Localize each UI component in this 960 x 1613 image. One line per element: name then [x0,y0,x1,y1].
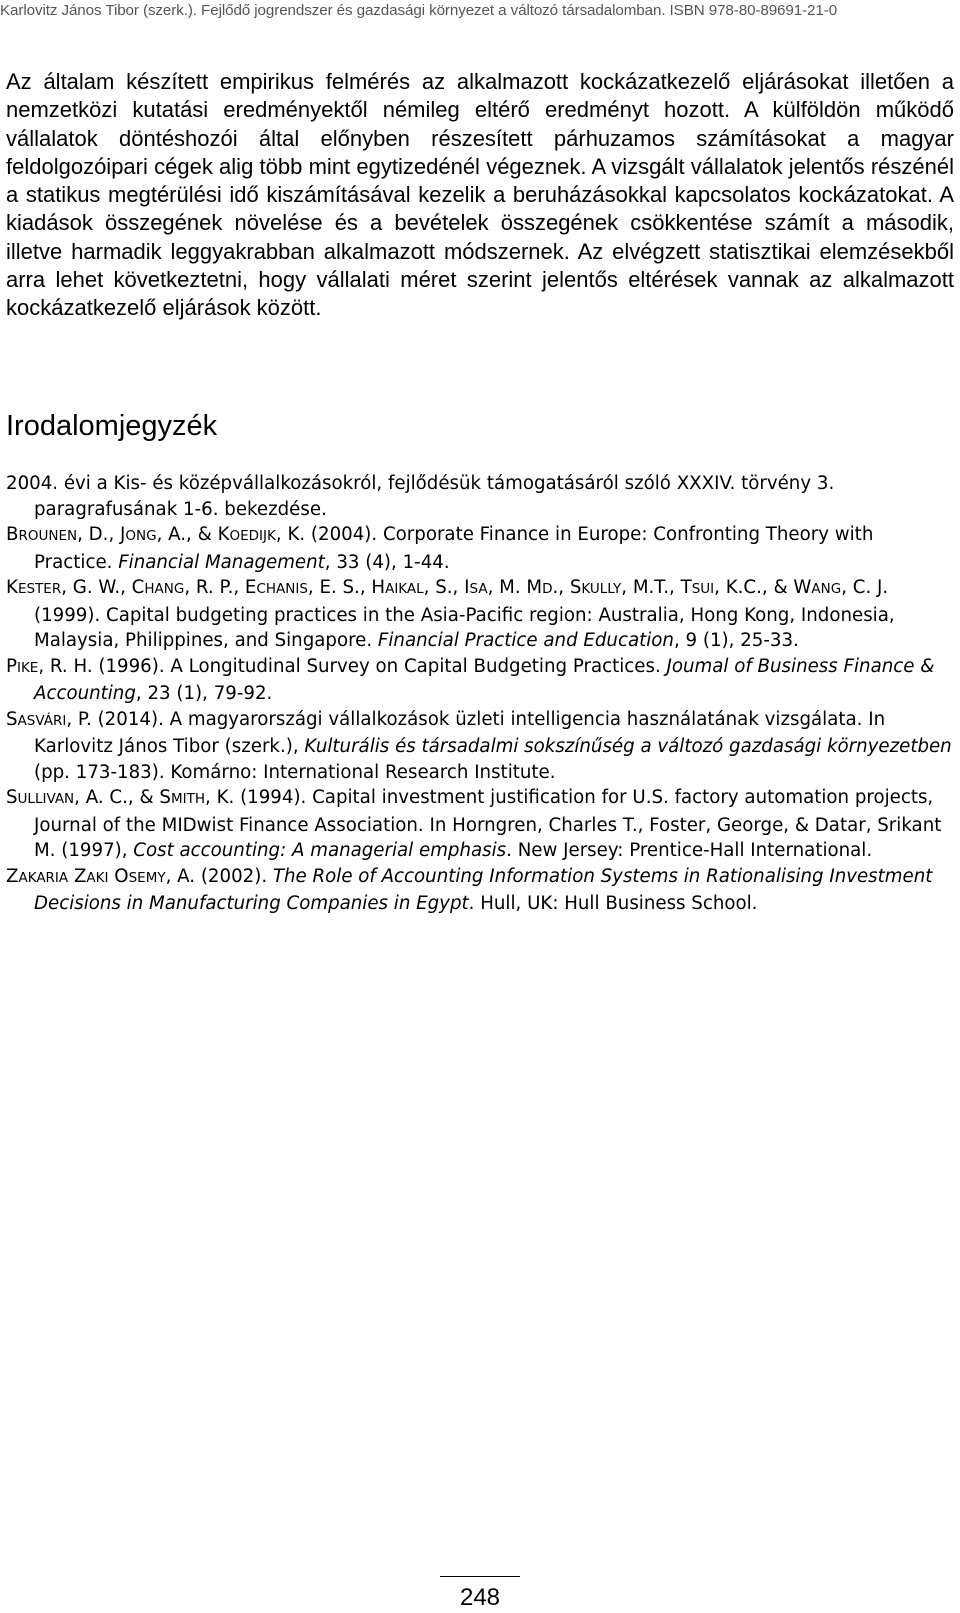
book-title: Cost accounting: A managerial emphasis [133,840,507,861]
author-initial: Z [68,865,87,887]
reference-text: , 9 (1), 25-33. [673,630,799,651]
reference-text: , 23 (1), 79-92. [135,683,273,704]
reference-text: . New Jersey: Prentice-Hall International. [506,840,873,861]
author-smallcaps: ROUNEN [18,528,78,544]
running-header-text: Karlovitz János Tibor (szerk.). Fejlődő jogrendszer és gazdasági környezet a változó társadalomban. ISBN 978-80-89691-21-0 [0,2,838,19]
reference-item [6,654,954,707]
page-number: 248 [459,1584,501,1611]
reference-item [6,575,954,654]
author-smallcaps: ULLIVAN [17,791,75,807]
author-smallcaps: ANG [811,581,842,597]
author-smallcaps: D [542,581,553,597]
author-initial: S [6,787,18,808]
reference-item [6,785,954,864]
author-smallcaps: MITH [170,791,206,807]
reference-item [6,707,954,786]
author-initial: S [6,708,18,730]
author-smallcaps: SEMY [128,869,166,886]
author-initial: Z [6,865,19,887]
reference-item [6,522,954,575]
reference-text: , 33 (4), 1-44. [324,551,450,573]
author-initial: , M. M [487,577,543,598]
author-smallcaps: SUI [691,581,715,597]
author-initial: O [108,865,129,887]
author-smallcaps: AKARIA [18,869,69,886]
reference-text: , A. (2002). [165,865,273,887]
book-title: Kulturális és társadalmi sokszínűség a változó gazdasági környezetben [304,736,952,757]
author-smallcaps: ONG [125,528,157,544]
author-initial: P [6,655,17,677]
references-heading: Irodalomjegyzék [6,410,218,442]
reference-text: , C. J. (1999). Capital budgeting practices in the Asia-Pacific region: Australia, Hong Kong, Indonesia, Malaysia, Philippines, and Singapore. [34,577,895,651]
reference-text: . Hull, UK: Hull Business School. [468,893,758,914]
author-smallcaps: CHANIS [256,581,308,597]
conclusion-paragraph: Az általam készített empirikus felmérés az alkalmazott kockázatkezelő eljárásokat illetően a nemzetközi kutatási eredményektől némileg eltérő eredményt hozott. A külföldön működő vállalatok döntéshozói által előnyben részesített párhuzamos számításokat a magyar feldolgozóipari cégek alig több mint egytizedénél végeznek. A vizsgált vállalatok jelentős részénél a statikus megtérülési idő kiszámításával kezelik a beruházásokkal kapcsolatos kockázatokat. A kiadások összegének növelése és a bevételek összegének csökkentése számít a második, illetve harmadik leggyakrabban alkalmazott módszernek. Az elvégzett statisztikai elemzésekből arra lehet következtetni, hogy vállalati méret szerint jelentős eltérések vannak az alkalmazott kockázatkezelő eljárások között. [6,69,954,321]
author-initial: , K.C., & W [714,577,812,598]
reference-item [6,471,954,522]
author-smallcaps: AKI [86,869,109,886]
reference-text: 2004. évi a Kis- és középvállalkozásokról, fejlődésük támogatásáról szóló XXXIV. törvény 3. paragrafusának 1-6. bekezdése. [6,473,835,520]
journal-title: Joumal of Business Finance & Accounting [34,655,935,704]
author-initial: , S., I [423,577,470,598]
author-initial: , A. C., & S [74,787,171,808]
journal-title: Financial Management [118,551,325,573]
reference-text: , K. (1994). Capital investment justification for U.S. factory automation projects, Journal of the MIDwist Finance Association. In Horngren, Charles T., Foster, George, & Datar, Srikant M. (1997), [34,787,942,861]
author-smallcaps: ASVÁRI [17,712,67,729]
author-smallcaps: ESTER [17,581,62,597]
reference-text: , R. H. (1996). A Longitudinal Survey on Capital Budgeting Practices. [38,655,667,677]
author-initial: , G. W., C [61,577,145,598]
author-smallcaps: IKE [16,659,39,676]
author-initial: B [6,524,19,545]
author-initial: K [6,577,18,598]
reference-text: , K. (2004). Corporate Finance in Europe: Confronting Theory with Practice. [34,524,874,573]
author-smallcaps: AIKAL [385,581,424,597]
author-initial: , E. S., H [307,577,386,598]
author-initial: ., S [552,577,582,598]
author-smallcaps: HANG [144,581,185,597]
author-smallcaps: KULLY [581,581,622,597]
reference-list [6,471,954,917]
footer-rule [440,1576,520,1577]
thesis-title: The Role of Accounting Information Systems in Rationalising Investment Decisions in Manufacturing Companies in Egypt [34,865,933,914]
reference-text: (pp. 173-183). Komárno: International Research Institute. [34,761,556,783]
author-smallcaps: SA [469,581,488,597]
reference-text: , P. (2014). A magyarországi vállalkozások üzleti intelligencia használatának vizsgálata. In Karlovitz János Tibor (szerk.), [34,708,886,757]
journal-title: Financial Practice and Education [377,630,674,651]
author-smallcaps: OEDIJK [229,528,276,544]
author-initial: , D., J [77,524,126,545]
author-initial: , M.T., T [621,577,692,598]
author-initial: , R. P., E [184,577,257,598]
author-initial: , A., & K [156,524,230,545]
running-header [0,2,960,20]
reference-item [6,864,954,917]
